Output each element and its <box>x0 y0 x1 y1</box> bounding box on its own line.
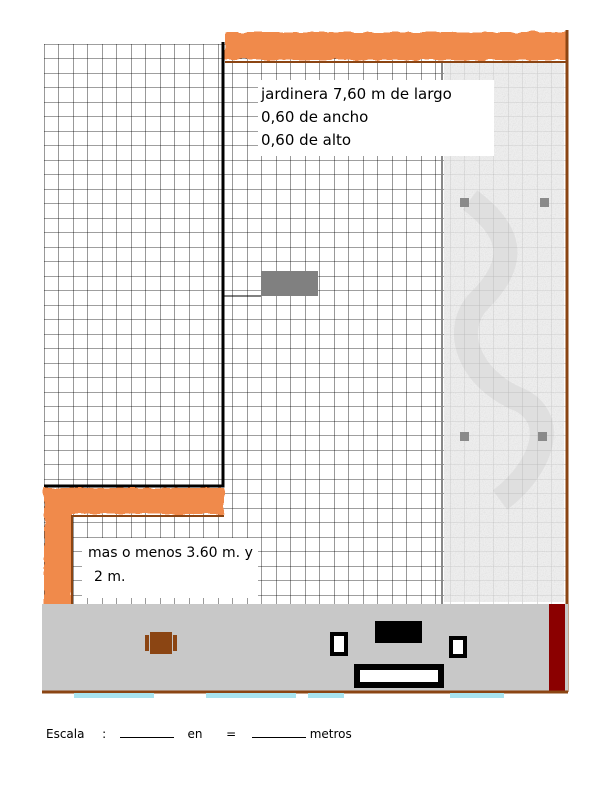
dimensions-note-line2: 2 m. <box>94 569 126 585</box>
planter-note <box>258 80 494 156</box>
window <box>74 693 154 698</box>
scale-label: Escala <box>46 727 85 741</box>
scale-blank-1[interactable] <box>120 726 174 738</box>
scale-row <box>46 726 352 741</box>
door <box>549 604 565 692</box>
scale-colon: : <box>102 727 107 741</box>
scale-en: en <box>187 727 203 741</box>
planter-top <box>225 32 567 60</box>
dimensions-note-line1: mas o menos 3.60 m. y <box>88 545 253 561</box>
planter-note-height: 0,60 de alto <box>261 131 352 149</box>
stone-marker <box>460 198 469 207</box>
window <box>206 693 296 698</box>
planter-note-width: 0,60 de ancho <box>261 108 369 126</box>
dimensions-note <box>82 538 258 598</box>
scale-equals: = <box>226 727 237 741</box>
window <box>450 693 504 698</box>
scale-blank-2[interactable] <box>252 726 306 738</box>
grey-block <box>261 271 318 296</box>
scale-unit: metros <box>309 727 352 741</box>
living-floor <box>42 604 568 692</box>
stone-marker <box>540 198 549 207</box>
stone-marker <box>538 432 547 441</box>
stone-marker <box>460 432 469 441</box>
planter-note-length: jardinera 7,60 m de largo <box>261 85 452 103</box>
window <box>308 693 344 698</box>
